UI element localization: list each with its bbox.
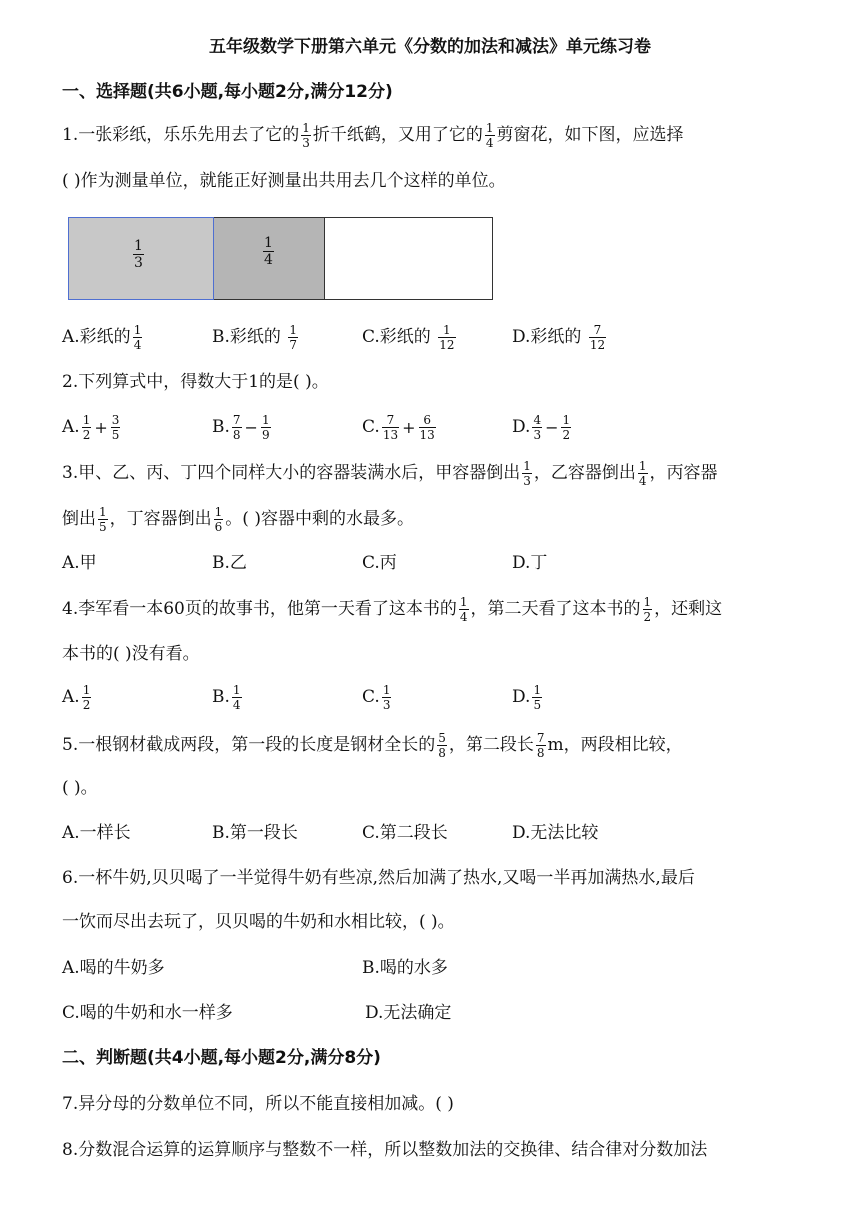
strip-segment-one-fourth: [214, 217, 325, 300]
q2-option-b[interactable]: B. $\frac{7}{8}$ − $\frac{1}{9}$: [212, 413, 270, 442]
q3-option-a[interactable]: A.甲: [62, 553, 97, 573]
q3-option-b[interactable]: B.乙: [212, 553, 247, 573]
fraction: $\frac{1}{5}$: [533, 683, 542, 712]
paper-strip-diagram: [68, 217, 493, 300]
fraction: $\frac{1}{3}$: [523, 459, 531, 488]
fraction: $\frac{1}{3}$: [302, 121, 310, 150]
fraction: $\frac{1}{3}$: [382, 683, 391, 712]
q4-option-c[interactable]: C. $\frac{1}{3}$: [362, 683, 391, 712]
fraction: 1 3: [134, 238, 143, 271]
fraction: $\frac{1}{2}$: [562, 413, 571, 442]
question-text: 剪窗花，如下图，应选择: [496, 125, 684, 145]
fraction: $\frac{1}{7}$: [289, 323, 297, 352]
question-6-line-1: 6.一杯牛奶,贝贝喝了一半觉得牛奶有些凉,然后加满了热水,又喝一半再加满热水,最后: [62, 868, 695, 888]
q2-option-d[interactable]: D. $\frac{4}{3}$ − $\frac{1}{2}$: [512, 413, 571, 442]
question-1-line-1: [62, 122, 684, 149]
question-1-line-2: ( )作为测量单位，就能正好测量出共用去几个这样的单位。: [62, 171, 506, 191]
fraction: $\frac{1}{6}$: [214, 505, 223, 534]
q2-option-a[interactable]: A. $\frac{1}{2}$ + $\frac{3}{5}$: [62, 413, 120, 442]
fraction: 1 4: [264, 235, 273, 268]
q6-option-b[interactable]: B.喝的水多: [362, 958, 448, 978]
question-6-line-2: 一饮而尽出去玩了，贝贝喝的牛奶和水相比较，( )。: [62, 912, 455, 932]
fraction: $\frac{1}{2}$: [82, 683, 91, 712]
fraction: $\frac{1}{4}$: [485, 121, 494, 150]
question-8-text: 8.分数混合运算的运算顺序与整数不一样，所以整数加法的交换律、结合律对分数加法: [62, 1140, 708, 1160]
question-4-line-2: 本书的( )没有看。: [62, 644, 200, 664]
question-3-line-1: 3.甲、乙、丙、丁四个同样大小的容器装满水后，甲容器倒出 $\frac{1}{3}$ ，乙容器倒出 $\frac{1}{4}$ ，丙容器: [62, 459, 718, 488]
fraction: $\frac{1}{2}$: [643, 595, 652, 624]
strip-segment-remaining: [325, 217, 493, 300]
question-text: 折千纸鹤，又用了它的: [312, 125, 483, 145]
q1-option-d[interactable]: D.彩纸的 $\frac{7}{12}$: [512, 323, 606, 352]
q6-option-c[interactable]: C.喝的牛奶和水一样多: [62, 1003, 233, 1023]
fraction: $\frac{7}{13}$: [382, 413, 399, 442]
section-heading-choice: 一、选择题(共6小题,每小题2分,满分12分): [62, 82, 393, 102]
fraction: $\frac{3}{5}$: [111, 413, 120, 442]
page-title: 五年级数学下册第六单元《分数的加法和减法》单元练习卷: [209, 37, 651, 57]
fraction: $\frac{1}{4}$: [232, 683, 241, 712]
q5-option-c[interactable]: C.第二段长: [362, 823, 448, 843]
question-5-line-2: ( )。: [62, 778, 98, 798]
q5-option-a[interactable]: A.一样长: [62, 823, 131, 843]
q5-option-b[interactable]: B.第一段长: [212, 823, 298, 843]
q6-option-d[interactable]: D.无法确定: [365, 1003, 452, 1023]
q5-option-d[interactable]: D.无法比较: [512, 823, 599, 843]
strip-segment-one-third: [68, 217, 214, 300]
q1-option-b[interactable]: B.彩纸的 $\frac{1}{7}$: [212, 323, 297, 352]
fraction: $\frac{1}{4}$: [459, 595, 468, 624]
q4-option-a[interactable]: A. $\frac{1}{2}$: [62, 683, 91, 712]
q1-option-a[interactable]: A.彩纸的 $\frac{1}{4}$: [62, 323, 142, 352]
question-3-line-2: 倒出 $\frac{1}{5}$ ，丁容器倒出 $\frac{1}{6}$ 。( )容器中剩的水最多。: [62, 505, 414, 534]
fraction: $\frac{1}{2}$: [82, 413, 91, 442]
q4-option-b[interactable]: B. $\frac{1}{4}$: [212, 683, 241, 712]
fraction: $\frac{7}{12}$: [589, 323, 606, 352]
q3-option-c[interactable]: C.丙: [362, 553, 397, 573]
fraction: $\frac{6}{13}$: [419, 413, 435, 442]
question-5-line-1: 5.一根钢材截成两段，第一段的长度是钢材全长的 $\frac{5}{8}$ ，第二段长 $\frac{7}{8}$ m，两段相比较，: [62, 731, 683, 760]
q4-option-d[interactable]: D. $\frac{1}{5}$: [512, 683, 542, 712]
question-4-line-1: 4.李军看一本60页的故事书，他第一天看了这本书的 $\frac{1}{4}$ ，第二天看了这本书的 $\frac{1}{2}$ ，还剩这: [62, 595, 723, 624]
question-2-text: 2.下列算式中，得数大于1的是( )。: [62, 372, 329, 392]
question-text: 1.一张彩纸，乐乐先用去了它的: [62, 125, 300, 145]
fraction: $\frac{4}{3}$: [533, 413, 542, 442]
fraction: $\frac{1}{12}$: [439, 323, 455, 352]
fraction: $\frac{1}{9}$: [261, 413, 270, 442]
fraction: $\frac{5}{8}$: [438, 731, 446, 760]
fraction: $\frac{1}{4}$: [133, 323, 142, 352]
fraction: $\frac{7}{8}$: [536, 731, 545, 760]
question-7-text: 7.异分母的分数单位不同，所以不能直接相加减。( ): [62, 1094, 454, 1114]
q1-option-c[interactable]: C.彩纸的 $\frac{1}{12}$: [362, 323, 455, 352]
fraction: $\frac{7}{8}$: [232, 413, 241, 442]
fraction: $\frac{1}{4}$: [638, 459, 647, 488]
q3-option-d[interactable]: D.丁: [512, 553, 548, 573]
section-heading-judgement: 二、判断题(共4小题,每小题2分,满分8分): [62, 1048, 381, 1068]
q2-option-c[interactable]: C. $\frac{7}{13}$ + $\frac{6}{13}$: [362, 413, 435, 442]
q6-option-a[interactable]: A.喝的牛奶多: [62, 958, 165, 978]
fraction: $\frac{1}{5}$: [99, 505, 107, 534]
